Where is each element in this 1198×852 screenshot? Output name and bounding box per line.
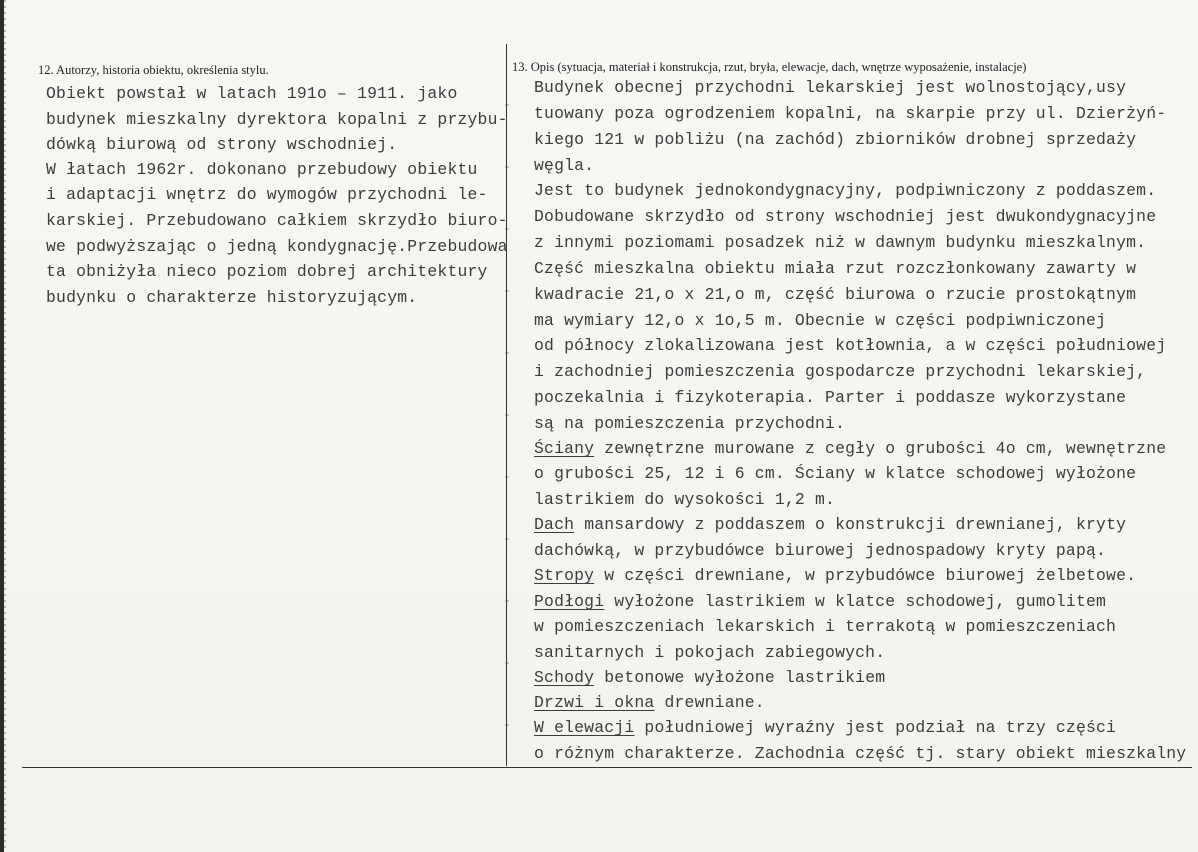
- line-text: w pomieszczeniach lekarskich i terrakotą w pomieszczeniach: [534, 617, 1117, 636]
- section-13-line: [534, 619, 1116, 635]
- section-12-line: Obiekt powstał w latach 191o – 1911. jako: [46, 84, 458, 103]
- line-text: węgla.: [534, 156, 595, 175]
- section-13-line: [534, 416, 845, 432]
- section-13-line: [534, 287, 1136, 303]
- section-13-heading: 13. Opis (sytuacja, materiał i konstrukcja, rzut, bryła, elewacje, dach, wnętrze wyposażenie, instalacje): [512, 60, 1027, 74]
- section-13-line: [534, 364, 1146, 380]
- line-text: drewniane.: [654, 693, 765, 712]
- section-13-line: [534, 670, 885, 686]
- underlined-term: Ściany: [534, 439, 595, 458]
- underlined-term: Stropy: [534, 566, 595, 585]
- underlined-term: Podłogi: [534, 592, 605, 611]
- line-text: mansardowy z poddaszem o konstrukcji drewnianej, kryty: [574, 515, 1127, 534]
- line-text: o grubości 25, 12 i 6 cm. Ściany w klatce schodowej wyłożone: [534, 464, 1137, 483]
- section-13-line: [534, 235, 1146, 251]
- line-text: kiego 121 w pobliżu (na zachód) zbiorników drobnej sprzedaży: [534, 130, 1137, 149]
- section-13-line: [534, 492, 835, 508]
- section-12-line: dówką biurową od strony wschodniej.: [46, 135, 398, 154]
- section-13-line: [534, 261, 1136, 277]
- bottom-rule: [22, 767, 1192, 768]
- section-13-line: [534, 338, 1166, 354]
- section-13-line: [534, 390, 1126, 406]
- line-text: od północy zlokalizowana jest kotłownia, a w części południowej: [534, 336, 1167, 355]
- section-13-line: [534, 466, 1136, 482]
- line-text: Część mieszkalna obiektu miała rzut rozczłonkowany zawarty w: [534, 259, 1137, 278]
- line-text: tuowany poza ogrodzeniem kopalni, na skarpie przy ul. Dzierżyń-: [534, 104, 1167, 123]
- line-text: sanitarnych i pokojach zabiegowych.: [534, 643, 886, 662]
- line-text: w części drewniane, w przybudówce biurowej żelbetowe.: [594, 566, 1137, 585]
- underlined-term: Schody: [534, 668, 595, 687]
- section-13-line: [534, 645, 885, 661]
- underlined-term: Dach: [534, 515, 575, 534]
- section-13-line: [534, 313, 1106, 329]
- section-12-line: ta obniżyła nieco poziom dobrej architektury: [46, 262, 488, 281]
- line-text: z innymi poziomami posadzek niż w dawnym budynku mieszkalnym.: [534, 233, 1147, 252]
- section-12-line: we podwyższając o jedną kondygnację.Przebudowa: [46, 237, 508, 256]
- section-13-line: [534, 543, 1106, 559]
- section-13-line: [534, 568, 1136, 584]
- section-12-line: W łatach 1962r. dokonano przebudowy obiektu: [46, 160, 478, 179]
- line-text: kwadracie 21,o x 21,o m, część biurowa o rzucie prostokątnym: [534, 285, 1137, 304]
- section-13-line: [534, 158, 594, 174]
- line-text: południowej wyraźny jest podział na trzy części: [634, 718, 1117, 737]
- section-13-line: [534, 594, 1106, 610]
- line-text: o różnym charakterze. Zachodnia część tj. stary obiekt mieszkalny: [534, 744, 1187, 763]
- section-13-line: [534, 132, 1136, 148]
- section-13-line: [534, 80, 1126, 96]
- section-13-line: [534, 746, 1186, 762]
- scan-edge-perforation: [4, 0, 6, 852]
- section-13-line: [534, 441, 1166, 457]
- section-12-line: budynek mieszkalny dyrektora kopalni z przybu-: [46, 110, 508, 129]
- line-text: lastrikiem do wysokości 1,2 m.: [534, 490, 836, 509]
- section-13-line: [534, 720, 1116, 736]
- section-12-line: budynku o charakterze historyzującym.: [46, 288, 418, 307]
- line-text: wyłożone lastrikiem w klatce schodowej, gumolitem: [604, 592, 1107, 611]
- line-text: są na pomieszczenia przychodni.: [534, 414, 846, 433]
- line-text: ma wymiary 12,o x 1o,5 m. Obecnie w części podpiwniczonej: [534, 311, 1107, 330]
- section-13-line: [534, 183, 1156, 199]
- section-13-line: [534, 106, 1166, 122]
- line-text: Jest to budynek jednokondygnacyjny, podpiwniczony z poddaszem.: [534, 181, 1157, 200]
- line-text: zewnętrzne murowane z cegły o grubości 4o cm, wewnętrzne: [594, 439, 1167, 458]
- column-divider-ticks: [505, 44, 509, 766]
- line-text: betonowe wyłożone lastrikiem: [594, 668, 886, 687]
- underlined-term: Drzwi i okna: [534, 693, 655, 712]
- section-13-line: [534, 517, 1126, 533]
- line-text: Budynek obecnej przychodni lekarskiej jest wolnostojący,usy: [534, 78, 1127, 97]
- underlined-term: W elewacji: [534, 718, 635, 737]
- section-12-line: karskiej. Przebudowano całkiem skrzydło biuro-: [46, 211, 508, 230]
- section-13-line: [534, 209, 1156, 225]
- line-text: poczekalnia i fizykoterapia. Parter i poddasze wykorzystane: [534, 388, 1127, 407]
- section-12-heading: 12. Autorzy, historia obiektu, określenia stylu.: [38, 63, 269, 77]
- line-text: Dobudowane skrzydło od strony wschodniej jest dwukondygnacyjne: [534, 207, 1157, 226]
- section-13-line: [534, 695, 765, 711]
- line-text: dachówką, w przybudówce biurowej jednospadowy kryty papą.: [534, 541, 1107, 560]
- section-12-line: i adaptacji wnętrz do wymogów przychodni le-: [46, 185, 488, 204]
- line-text: i zachodniej pomieszczenia gospodarcze przychodni lekarskiej,: [534, 362, 1147, 381]
